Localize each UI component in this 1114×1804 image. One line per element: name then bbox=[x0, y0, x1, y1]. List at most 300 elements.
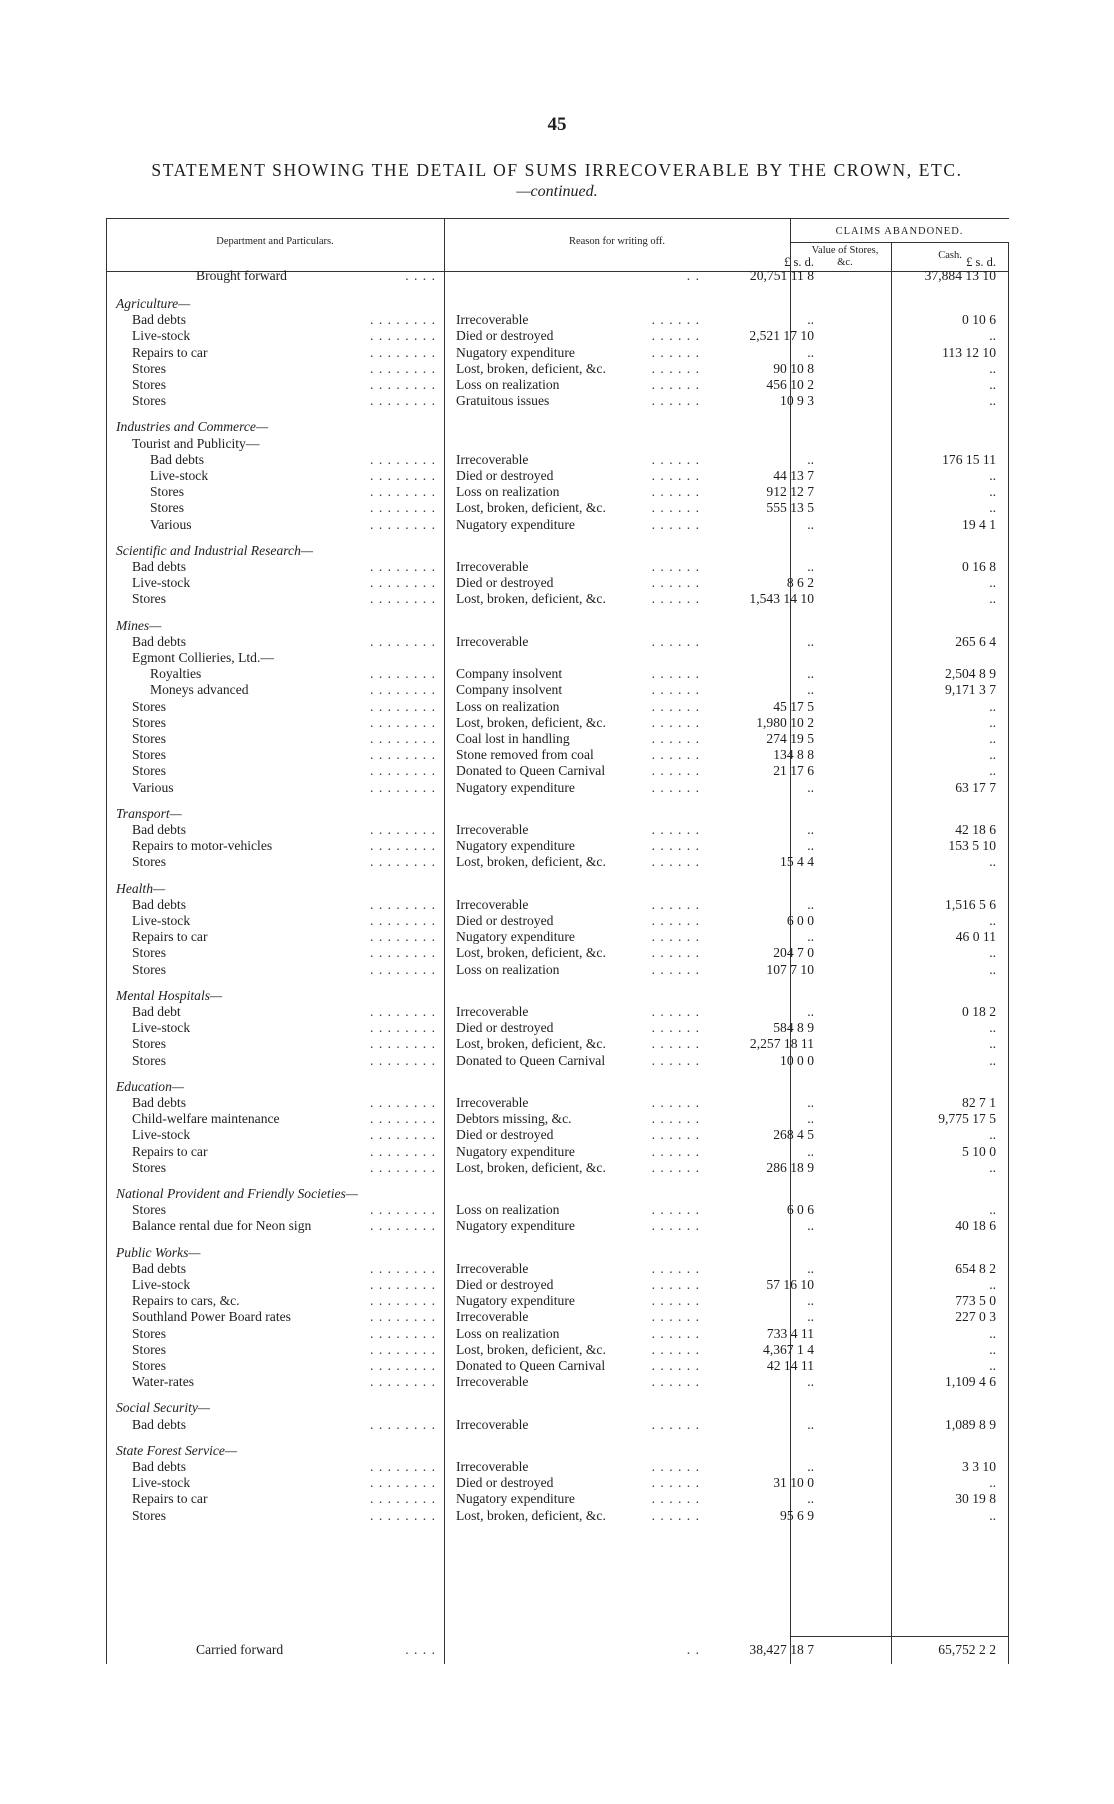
header-reason: Reason for writing off. bbox=[568, 236, 666, 247]
leader-dots: . . . . . . . . bbox=[370, 1111, 436, 1127]
cash-value-cell: .. bbox=[989, 1036, 996, 1052]
section-heading bbox=[106, 1400, 1009, 1416]
leader-dots: . . . . bbox=[405, 1642, 436, 1657]
cash-value-cell: 1,109 4 6 bbox=[945, 1374, 996, 1390]
cash-value-cell: 42 18 6 bbox=[955, 822, 996, 837]
reason-cell: Nugatory expenditure bbox=[456, 1218, 575, 1234]
leader-dots: . . . . . . bbox=[651, 1159, 700, 1175]
leader-dots: . . . . . . bbox=[651, 377, 700, 392]
table-row bbox=[106, 1342, 1009, 1358]
stores-value-cell: 584 8 9 bbox=[773, 1020, 814, 1036]
table-row bbox=[106, 1293, 1009, 1309]
leader-dots: . . . . . . . . bbox=[370, 1095, 436, 1110]
leader-dots: . . . . . . . . bbox=[370, 714, 436, 730]
section-label: Industries and Commerce— bbox=[116, 419, 269, 435]
leader-dots: . . . . . . bbox=[651, 1459, 700, 1474]
cash-value-cell: .. bbox=[989, 468, 996, 483]
cash-value-cell: .. bbox=[989, 961, 996, 977]
table-row bbox=[106, 1160, 1009, 1176]
reason-cell: Lost, broken, deficient, &c. bbox=[456, 500, 606, 516]
section-label: Social Security— bbox=[116, 1400, 211, 1416]
leader-dots: . . . . . . bbox=[651, 747, 700, 763]
table-row bbox=[106, 1358, 1009, 1374]
section-heading bbox=[106, 296, 1009, 312]
cash-value-cell: .. bbox=[989, 1475, 996, 1491]
leader-dots: . . . . . . bbox=[651, 328, 700, 344]
particulars-cell: Live-stock bbox=[150, 468, 209, 483]
particulars-cell: Stores bbox=[132, 961, 166, 977]
leader-dots: . . . . . . bbox=[651, 714, 700, 730]
stores-value-cell: .. bbox=[807, 1143, 814, 1159]
section-label: Public Works— bbox=[116, 1244, 201, 1260]
header-cash: Cash. bbox=[938, 250, 962, 261]
leader-dots: . . . . . . . . bbox=[370, 961, 436, 977]
table-row bbox=[106, 1277, 1009, 1293]
leader-dots: . . . . . . bbox=[651, 682, 700, 698]
leader-dots: . . . . . . bbox=[651, 1036, 700, 1052]
stores-value-cell: 8 6 2 bbox=[786, 575, 814, 591]
table-row bbox=[106, 575, 1009, 591]
leader-dots: . . . . . . bbox=[651, 360, 700, 376]
particulars-cell: Bad debts bbox=[132, 1459, 186, 1474]
table-row bbox=[106, 822, 1009, 838]
stores-value-cell: 95 6 9 bbox=[780, 1507, 814, 1523]
cash-value-cell: 19 4 1 bbox=[962, 516, 996, 532]
leader-dots: . . . . . . bbox=[651, 575, 700, 591]
cash-value-cell: .. bbox=[989, 1052, 996, 1068]
page-subtitle: —continued. bbox=[516, 183, 598, 200]
particulars-cell: Stores bbox=[132, 747, 166, 763]
leader-dots: . . . . . . . . bbox=[370, 1293, 436, 1309]
cash-value-cell: .. bbox=[989, 698, 996, 714]
reason-cell: Irrecoverable bbox=[456, 1004, 529, 1019]
table-row bbox=[106, 634, 1009, 650]
stores-value-cell: .. bbox=[807, 1293, 814, 1309]
reason-cell: Irrecoverable bbox=[456, 312, 529, 328]
particulars-cell: Bad debts bbox=[132, 896, 186, 912]
stores-value-cell: 15 4 4 bbox=[780, 854, 814, 870]
stores-value-cell: .. bbox=[807, 1218, 814, 1234]
particulars-cell: Bad debts bbox=[132, 633, 186, 649]
reason-cell: Died or destroyed bbox=[456, 468, 554, 483]
leader-dots: . . . . . . . . bbox=[370, 360, 436, 376]
cash-value-cell: 46 0 11 bbox=[955, 929, 996, 945]
leader-dots: . . . . . . . . bbox=[370, 666, 436, 682]
table-row bbox=[106, 1508, 1009, 1524]
leader-dots: . . . . . . bbox=[651, 896, 700, 912]
stores-value-cell: .. bbox=[807, 451, 814, 467]
table-row bbox=[106, 436, 1009, 452]
cash-value-cell: .. bbox=[989, 1127, 996, 1143]
leader-dots: . . . . . . bbox=[651, 1491, 700, 1507]
carried-forward-label: Carried forward bbox=[196, 1642, 284, 1657]
leader-dots: . . . . . . bbox=[651, 393, 700, 409]
leader-dots: . . . . . . bbox=[651, 1218, 700, 1234]
stores-value-cell: 6 0 6 bbox=[786, 1202, 814, 1218]
leader-dots: . . . . . . bbox=[651, 1277, 700, 1292]
particulars-cell: Repairs to car bbox=[132, 1491, 208, 1507]
cash-value-cell: .. bbox=[989, 714, 996, 730]
particulars-cell: Balance rental due for Neon sign bbox=[132, 1218, 312, 1234]
stores-value-cell: .. bbox=[807, 1459, 814, 1474]
leader-dots: . . . . . . bbox=[651, 822, 700, 837]
leader-dots: . . . . . . bbox=[651, 1358, 700, 1373]
reason-cell: Donated to Queen Carnival bbox=[456, 1052, 606, 1068]
table-row bbox=[106, 1144, 1009, 1160]
stores-value-cell: 107 7 10 bbox=[766, 961, 814, 977]
page-number: 45 bbox=[547, 114, 567, 135]
cash-unit-label: £ s. d. bbox=[966, 255, 996, 269]
reason-cell: Irrecoverable bbox=[456, 559, 529, 574]
leader-dots: . . . . . . . . bbox=[370, 1260, 436, 1276]
table-row bbox=[106, 897, 1009, 913]
statement-table bbox=[106, 218, 1009, 1664]
table-row bbox=[106, 393, 1009, 409]
leader-dots: . . . . . . . . bbox=[370, 1325, 436, 1341]
leader-dots: . . . . . . . . bbox=[370, 1143, 436, 1159]
cash-value-cell: .. bbox=[989, 1159, 996, 1175]
leader-dots: . . . . . . bbox=[651, 913, 700, 928]
stores-value-cell: 10 9 3 bbox=[780, 393, 814, 409]
reason-cell: Loss on realization bbox=[456, 698, 560, 714]
particulars-cell: Water-rates bbox=[132, 1374, 195, 1390]
table-row bbox=[106, 517, 1009, 533]
brought-forward-stores: 20,751 11 8 bbox=[749, 268, 814, 283]
stores-value-cell: .. bbox=[807, 822, 814, 837]
section-heading bbox=[106, 543, 1009, 559]
stores-value-cell: .. bbox=[807, 312, 814, 328]
carried-forward-rule bbox=[790, 1636, 1009, 1637]
table-top-rule bbox=[106, 218, 1009, 219]
section-label: Mines— bbox=[116, 617, 162, 633]
cash-value-cell: .. bbox=[989, 1358, 996, 1373]
leader-dots: . . . . . . bbox=[651, 1202, 700, 1218]
leader-dots: . . . . . . . . bbox=[370, 1202, 436, 1218]
table-row bbox=[106, 747, 1009, 763]
cash-value-cell: .. bbox=[989, 328, 996, 344]
particulars-cell: Various bbox=[132, 779, 174, 795]
table-row bbox=[106, 500, 1009, 516]
reason-cell: Coal lost in handling bbox=[456, 731, 570, 746]
reason-cell: Died or destroyed bbox=[456, 575, 554, 591]
stores-value-cell: 2,257 18 11 bbox=[749, 1036, 814, 1052]
leader-dots: . . . . . . bbox=[651, 312, 700, 328]
section-heading bbox=[106, 1443, 1009, 1459]
leader-dots: . . . . . . . . bbox=[370, 559, 436, 574]
particulars-cell: Stores bbox=[132, 714, 166, 730]
leader-dots: . . . . . . . . bbox=[370, 328, 436, 344]
cash-value-cell: 5 10 0 bbox=[962, 1143, 996, 1159]
leader-dots: . . bbox=[686, 1642, 700, 1657]
reason-cell: Lost, broken, deficient, &c. bbox=[456, 714, 606, 730]
cash-value-cell: 227 0 3 bbox=[955, 1309, 996, 1325]
reason-cell: Gratuitous issues bbox=[456, 393, 550, 409]
leader-dots: . . . . . . bbox=[651, 945, 700, 961]
table-row bbox=[106, 1326, 1009, 1342]
cash-value-cell: 9,171 3 7 bbox=[945, 682, 996, 698]
leader-dots: . . . . . . . . bbox=[370, 854, 436, 870]
leader-dots: . . . . . . bbox=[651, 1052, 700, 1068]
stores-value-cell: 456 10 2 bbox=[766, 377, 814, 392]
particulars-cell: Bad debt bbox=[132, 1004, 181, 1019]
stores-value-cell: .. bbox=[807, 682, 814, 698]
leader-dots: . . . . . . bbox=[651, 929, 700, 945]
cash-value-cell: .. bbox=[989, 1507, 996, 1523]
reason-cell: Debtors missing, &c. bbox=[456, 1111, 572, 1127]
particulars-cell: Repairs to car bbox=[132, 929, 208, 945]
header-department: Department and Particulars. bbox=[216, 236, 334, 247]
leader-dots: . . . . . . . . bbox=[370, 896, 436, 912]
stores-value-cell: 45 17 5 bbox=[773, 698, 814, 714]
reason-cell: Stone removed from coal bbox=[456, 747, 594, 763]
particulars-cell: Stores bbox=[150, 484, 184, 500]
leader-dots: . . . . . . bbox=[651, 1507, 700, 1523]
cash-value-cell: 2,504 8 9 bbox=[945, 666, 996, 682]
reason-cell: Irrecoverable bbox=[456, 1095, 529, 1110]
leader-dots: . . . . . . . . bbox=[370, 913, 436, 928]
leader-dots: . . . . . . bbox=[651, 1004, 700, 1019]
section-heading bbox=[106, 881, 1009, 897]
cash-value-cell: 3 3 10 bbox=[962, 1459, 996, 1474]
particulars-cell: Bad debts bbox=[132, 312, 186, 328]
leader-dots: . . . . . . . . bbox=[370, 1341, 436, 1357]
particulars-cell: Stores bbox=[132, 1036, 166, 1052]
section-label: Transport— bbox=[116, 805, 182, 821]
particulars-cell: Royalties bbox=[150, 666, 202, 682]
leader-dots: . . . . . . bbox=[651, 1143, 700, 1159]
table-row bbox=[106, 345, 1009, 361]
leader-dots: . . . . . . . . bbox=[370, 929, 436, 945]
cash-value-cell: 1,089 8 9 bbox=[945, 1416, 996, 1432]
stores-value-cell: 44 13 7 bbox=[773, 468, 814, 483]
particulars-cell: Bad debts bbox=[132, 1416, 186, 1432]
leader-dots: . . . . . . bbox=[651, 1095, 700, 1110]
section-label: State Forest Service— bbox=[116, 1442, 238, 1458]
leader-dots: . . . . . . . . bbox=[370, 468, 436, 483]
leader-dots: . . . . . . bbox=[651, 500, 700, 516]
leader-dots: . . . . . . . . bbox=[370, 633, 436, 649]
cash-value-cell: .. bbox=[989, 1277, 996, 1292]
cash-value-cell: 113 12 10 bbox=[942, 344, 996, 360]
stores-value-cell: 21 17 6 bbox=[773, 763, 814, 779]
leader-dots: . . . . . . bbox=[651, 559, 700, 574]
cash-value-cell: .. bbox=[989, 377, 996, 392]
reason-cell: Irrecoverable bbox=[456, 1309, 529, 1325]
table-row bbox=[106, 715, 1009, 731]
reason-cell: Died or destroyed bbox=[456, 913, 554, 928]
leader-dots: . . . . bbox=[405, 268, 436, 283]
leader-dots: . . . . . . . . bbox=[370, 484, 436, 500]
reason-cell: Loss on realization bbox=[456, 1325, 560, 1341]
reason-cell: Died or destroyed bbox=[456, 1127, 554, 1143]
cash-value-cell: .. bbox=[989, 500, 996, 516]
table-row bbox=[106, 1491, 1009, 1507]
leader-dots: . . . . . . . . bbox=[370, 500, 436, 516]
cash-value-cell: .. bbox=[989, 393, 996, 409]
leader-dots: . . . . . . bbox=[651, 344, 700, 360]
particulars-cell: Live-stock bbox=[132, 1127, 191, 1143]
reason-cell: Died or destroyed bbox=[456, 328, 554, 344]
leader-dots: . . . . . . . . bbox=[370, 1036, 436, 1052]
particulars-cell: Stores bbox=[132, 591, 166, 607]
reason-cell: Nugatory expenditure bbox=[456, 929, 575, 945]
section-heading bbox=[106, 988, 1009, 1004]
stores-value-cell: 204 7 0 bbox=[773, 945, 814, 961]
reason-cell: Lost, broken, deficient, &c. bbox=[456, 1159, 606, 1175]
particulars-cell: Stores bbox=[132, 1052, 166, 1068]
cash-value-cell: .. bbox=[989, 1341, 996, 1357]
reason-cell: Lost, broken, deficient, &c. bbox=[456, 1341, 606, 1357]
leader-dots: . . . . . . bbox=[651, 484, 700, 500]
particulars-cell: Stores bbox=[132, 731, 166, 746]
stores-value-cell: 6 0 0 bbox=[786, 913, 814, 928]
stores-value-cell: 2,521 17 10 bbox=[749, 328, 814, 344]
leader-dots: . . . . . . bbox=[651, 1293, 700, 1309]
leader-dots: . . . . . . bbox=[651, 1260, 700, 1276]
brought-forward-row bbox=[106, 268, 1009, 284]
leader-dots: . . . . . . . . bbox=[370, 1052, 436, 1068]
stores-value-cell: 268 4 5 bbox=[773, 1127, 814, 1143]
leader-dots: . . . . . . . . bbox=[370, 1358, 436, 1373]
section-heading bbox=[106, 419, 1009, 435]
particulars-cell: Live-stock bbox=[132, 1277, 191, 1292]
reason-cell: Loss on realization bbox=[456, 961, 560, 977]
reason-cell: Irrecoverable bbox=[456, 633, 529, 649]
leader-dots: . . . . . . bbox=[651, 1416, 700, 1432]
cash-value-cell: 153 5 10 bbox=[948, 838, 996, 854]
leader-dots: . . . . . . . . bbox=[370, 575, 436, 591]
table-row bbox=[106, 1053, 1009, 1069]
leader-dots: . . . . . . . . bbox=[370, 1507, 436, 1523]
particulars-cell: Stores bbox=[132, 945, 166, 961]
reason-cell: Loss on realization bbox=[456, 1202, 560, 1218]
table-row bbox=[106, 1111, 1009, 1127]
leader-dots: . . . . . . . . bbox=[370, 838, 436, 854]
particulars-cell: Stores bbox=[132, 1202, 166, 1218]
particulars-cell: Stores bbox=[132, 393, 166, 409]
leader-dots: . . . . . . . . bbox=[370, 1127, 436, 1143]
table-row bbox=[106, 763, 1009, 779]
reason-cell: Irrecoverable bbox=[456, 896, 529, 912]
leader-dots: . . . . . . . . bbox=[370, 393, 436, 409]
leader-dots: . . . . . . . . bbox=[370, 344, 436, 360]
stores-value-cell: .. bbox=[807, 1004, 814, 1019]
stores-value-cell: .. bbox=[807, 1111, 814, 1127]
reason-cell: Nugatory expenditure bbox=[456, 779, 575, 795]
stores-value-cell: .. bbox=[807, 1416, 814, 1432]
leader-dots: . . . . . . . . bbox=[370, 1004, 436, 1019]
table-row bbox=[106, 361, 1009, 377]
particulars-cell: Stores bbox=[132, 1358, 166, 1373]
stores-value-cell: .. bbox=[807, 1095, 814, 1110]
reason-cell: Company insolvent bbox=[456, 682, 563, 698]
table-row bbox=[106, 962, 1009, 978]
cash-value-cell: .. bbox=[989, 854, 996, 870]
leader-dots: . . . . . . . . bbox=[370, 763, 436, 779]
reason-cell: Irrecoverable bbox=[456, 1260, 529, 1276]
table-row bbox=[106, 1417, 1009, 1433]
reason-cell: Loss on realization bbox=[456, 377, 560, 392]
particulars-cell: Bad debts bbox=[132, 559, 186, 574]
cash-value-cell: 40 18 6 bbox=[955, 1218, 996, 1234]
carried-forward-stores: 38,427 18 7 bbox=[749, 1642, 814, 1657]
carried-forward-cash: 65,752 2 2 bbox=[938, 1642, 996, 1657]
cash-value-cell: 9,775 17 5 bbox=[938, 1111, 996, 1127]
particulars-cell: Bad debts bbox=[132, 822, 186, 837]
header-value-of-stores: Value of Stores, &c. bbox=[811, 245, 879, 268]
leader-dots: . . . . . . . . bbox=[370, 1309, 436, 1325]
reason-cell: Nugatory expenditure bbox=[456, 1293, 575, 1309]
table-row bbox=[106, 731, 1009, 747]
stores-unit-label: £ s. d. bbox=[784, 255, 814, 269]
reason-cell: Irrecoverable bbox=[456, 1374, 529, 1390]
cash-value-cell: .. bbox=[989, 731, 996, 746]
reason-cell: Irrecoverable bbox=[456, 1459, 529, 1474]
section-heading bbox=[106, 806, 1009, 822]
leader-dots: . . . . . . . . bbox=[370, 747, 436, 763]
cash-value-cell: 0 10 6 bbox=[962, 312, 996, 328]
stores-value-cell: .. bbox=[807, 929, 814, 945]
reason-cell: Donated to Queen Carnival bbox=[456, 1358, 606, 1373]
leader-dots: . . . . . . bbox=[651, 516, 700, 532]
stores-value-cell: .. bbox=[807, 1374, 814, 1390]
stores-value-cell: .. bbox=[807, 516, 814, 532]
stores-value-cell: .. bbox=[807, 1309, 814, 1325]
table-row bbox=[106, 1459, 1009, 1475]
table-row bbox=[106, 666, 1009, 682]
reason-cell: Died or destroyed bbox=[456, 1277, 554, 1292]
table-row bbox=[106, 929, 1009, 945]
section-label: Education— bbox=[116, 1078, 184, 1094]
leader-dots: . . . . . . . . bbox=[370, 945, 436, 961]
table-row bbox=[106, 1095, 1009, 1111]
cash-value-cell: .. bbox=[989, 1020, 996, 1036]
particulars-cell: Bad debts bbox=[150, 451, 204, 467]
particulars-cell: Live-stock bbox=[132, 1475, 191, 1491]
leader-dots: . . . . . . . . bbox=[370, 1491, 436, 1507]
reason-cell: Died or destroyed bbox=[456, 1475, 554, 1491]
cash-value-cell: 0 16 8 bbox=[962, 559, 996, 574]
cash-value-cell: 1,516 5 6 bbox=[945, 896, 996, 912]
cash-value-cell: .. bbox=[989, 1202, 996, 1218]
stores-value-cell: 90 10 8 bbox=[773, 360, 814, 376]
leader-dots: . . . . . . bbox=[651, 591, 700, 607]
table-row bbox=[106, 312, 1009, 328]
particulars-cell: Stores bbox=[132, 763, 166, 779]
section-label: Health— bbox=[116, 880, 166, 896]
leader-dots: . . . . . . . . bbox=[370, 682, 436, 698]
table-row bbox=[106, 1374, 1009, 1390]
particulars-cell: Bad debts bbox=[132, 1095, 186, 1110]
leader-dots: . . . . . . . . bbox=[370, 822, 436, 837]
stores-value-cell: .. bbox=[807, 633, 814, 649]
cash-value-cell: .. bbox=[989, 1325, 996, 1341]
stores-value-cell: 555 13 5 bbox=[766, 500, 814, 516]
cash-value-cell: 654 8 2 bbox=[955, 1260, 996, 1276]
stores-value-cell: 134 8 8 bbox=[773, 747, 814, 763]
particulars-cell: Live-stock bbox=[132, 575, 191, 591]
cash-value-cell: .. bbox=[989, 913, 996, 928]
table-row bbox=[106, 1261, 1009, 1277]
reason-cell: Nugatory expenditure bbox=[456, 516, 575, 532]
particulars-cell: Live-stock bbox=[132, 913, 191, 928]
stores-value-cell: .. bbox=[807, 559, 814, 574]
section-label: National Provident and Friendly Societies— bbox=[116, 1186, 358, 1201]
particulars-cell: Various bbox=[150, 516, 192, 532]
particulars-cell: Stores bbox=[132, 360, 166, 376]
particulars-cell: Repairs to car bbox=[132, 1143, 208, 1159]
stores-value-cell: .. bbox=[807, 344, 814, 360]
